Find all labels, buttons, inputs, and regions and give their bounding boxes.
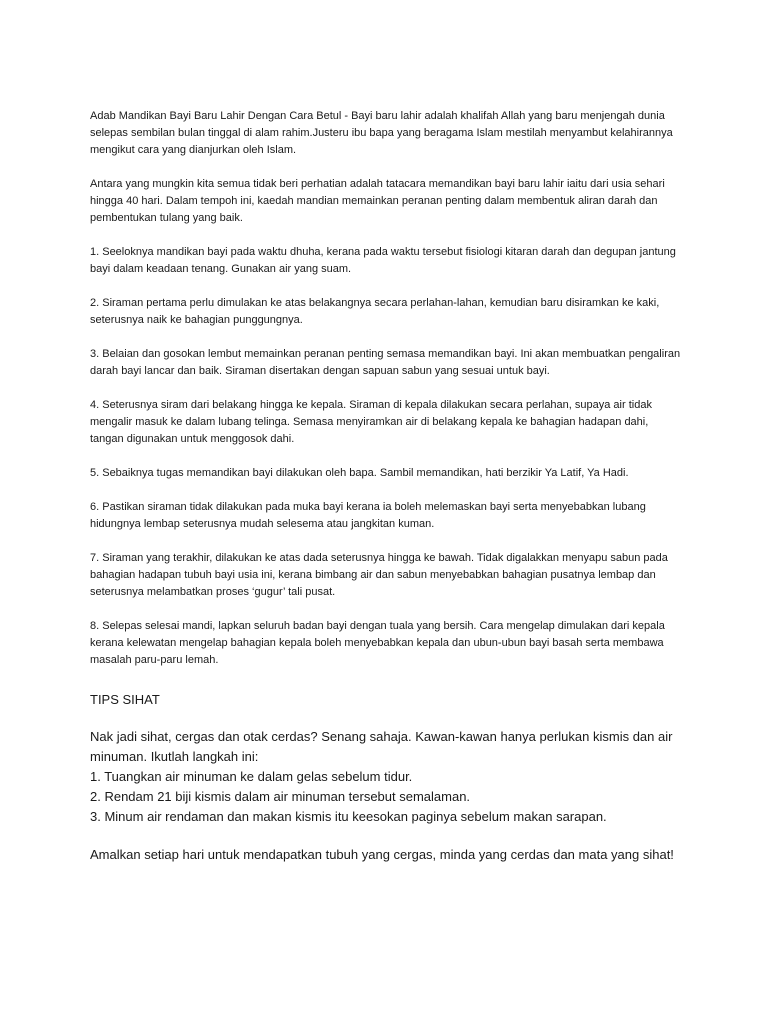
article-step-5: 5. Sebaiknya tugas memandikan bayi dilakukan oleh bapa. Sambil memandikan, hati berzikir Ya Latif, Ya Hadi.: [90, 467, 629, 479]
article-paragraph-intro: Adab Mandikan Bayi Baru Lahir Dengan Cara Betul - Bayi baru lahir adalah khalifah Allah yang baru menjengah dunia selepas sembilan bulan tinggal di alam rahim.Justeru ibu bapa yang beragama Islam mestilah menyambut kelahirannya mengikut cara yang dianjurkan oleh Islam.: [90, 110, 673, 156]
document-page: [90, 108, 682, 883]
tips-section: [90, 727, 682, 827]
article-step-2: 2. Siraman pertama perlu dimulakan ke atas belakangnya secara perlahan-lahan, kemudian baru disiramkan ke kaki, seterusnya naik ke bahagian punggungnya.: [90, 297, 660, 326]
article-step-3: 3. Belaian dan gosokan lembut memainkan peranan penting semasa memandikan bayi. Ini akan membuatkan pengaliran darah bayi lancar dan baik. Siraman disertakan dengan sapuan sabun yang sesuai untuk bayi.: [90, 348, 681, 377]
article-paragraph-context: Antara yang mungkin kita semua tidak beri perhatian adalah tatacara memandikan bayi baru lahir iaitu dari usia sehari hingga 40 hari. Dalam tempoh ini, kaedah mandian memainkan peranan penting dalam membentuk aliran darah dan pembentukan tulang yang baik.: [90, 178, 665, 224]
tips-closing: Amalkan setiap hari untuk mendapatkan tubuh yang cergas, minda yang cerdas dan mata yang sihat!: [90, 847, 674, 862]
tips-step-3: 3. Minum air rendaman dan makan kismis itu keesokan paginya sebelum makan sarapan.: [90, 809, 607, 824]
article-step-6: 6. Pastikan siraman tidak dilakukan pada muka bayi kerana ia boleh melemaskan bayi serta menyebabkan lubang hidungnya lembap seterusnya mudah selesema atau jangkitan kuman.: [90, 501, 646, 530]
article-step-7: 7. Siraman yang terakhir, dilakukan ke atas dada seterusnya hingga ke bawah. Tidak digalakkan menyapu sabun pada bahagian hadapan tubuh bayi usia ini, kerana bimbang air dan sabun menyebabkan bahagian pusatnya lembap dan seterusnya melambatkan proses ‘gugur’ tali pusat.: [90, 552, 668, 598]
tips-step-2: 2. Rendam 21 biji kismis dalam air minuman tersebut semalaman.: [90, 789, 471, 804]
tips-intro: Nak jadi sihat, cergas dan otak cerdas? Senang sahaja. Kawan-kawan hanya perlukan kismis dan air minuman. Ikutlah langkah ini:: [90, 729, 673, 764]
tips-step-1: 1. Tuangkan air minuman ke dalam gelas sebelum tidur.: [90, 769, 413, 784]
article-step-8: 8. Selepas selesai mandi, lapkan seluruh badan bayi dengan tuala yang bersih. Cara mengelap dimulakan dari kepala kerana kelewatan mengelap bahagian kepala boleh menyebabkan kepala dan ubun-ubun bayi basah serta membawa masalah paru-paru lemah.: [90, 620, 665, 666]
tips-heading: TIPS SIHAT: [90, 692, 160, 707]
article-step-1: 1. Seeloknya mandikan bayi pada waktu dhuha, kerana pada waktu tersebut fisiologi kitaran darah dan degupan jantung bayi dalam keadaan tenang. Gunakan air yang suam.: [90, 246, 676, 275]
article-step-4: 4. Seterusnya siram dari belakang hingga ke kepala. Siraman di kepala dilakukan secara perlahan, supaya air tidak mengalir masuk ke dalam lubang telinga. Semasa menyiramkan air di belakang kepala ke bahagian hadapan dahi, tangan digunakan untuk menggosok dahi.: [90, 399, 652, 445]
